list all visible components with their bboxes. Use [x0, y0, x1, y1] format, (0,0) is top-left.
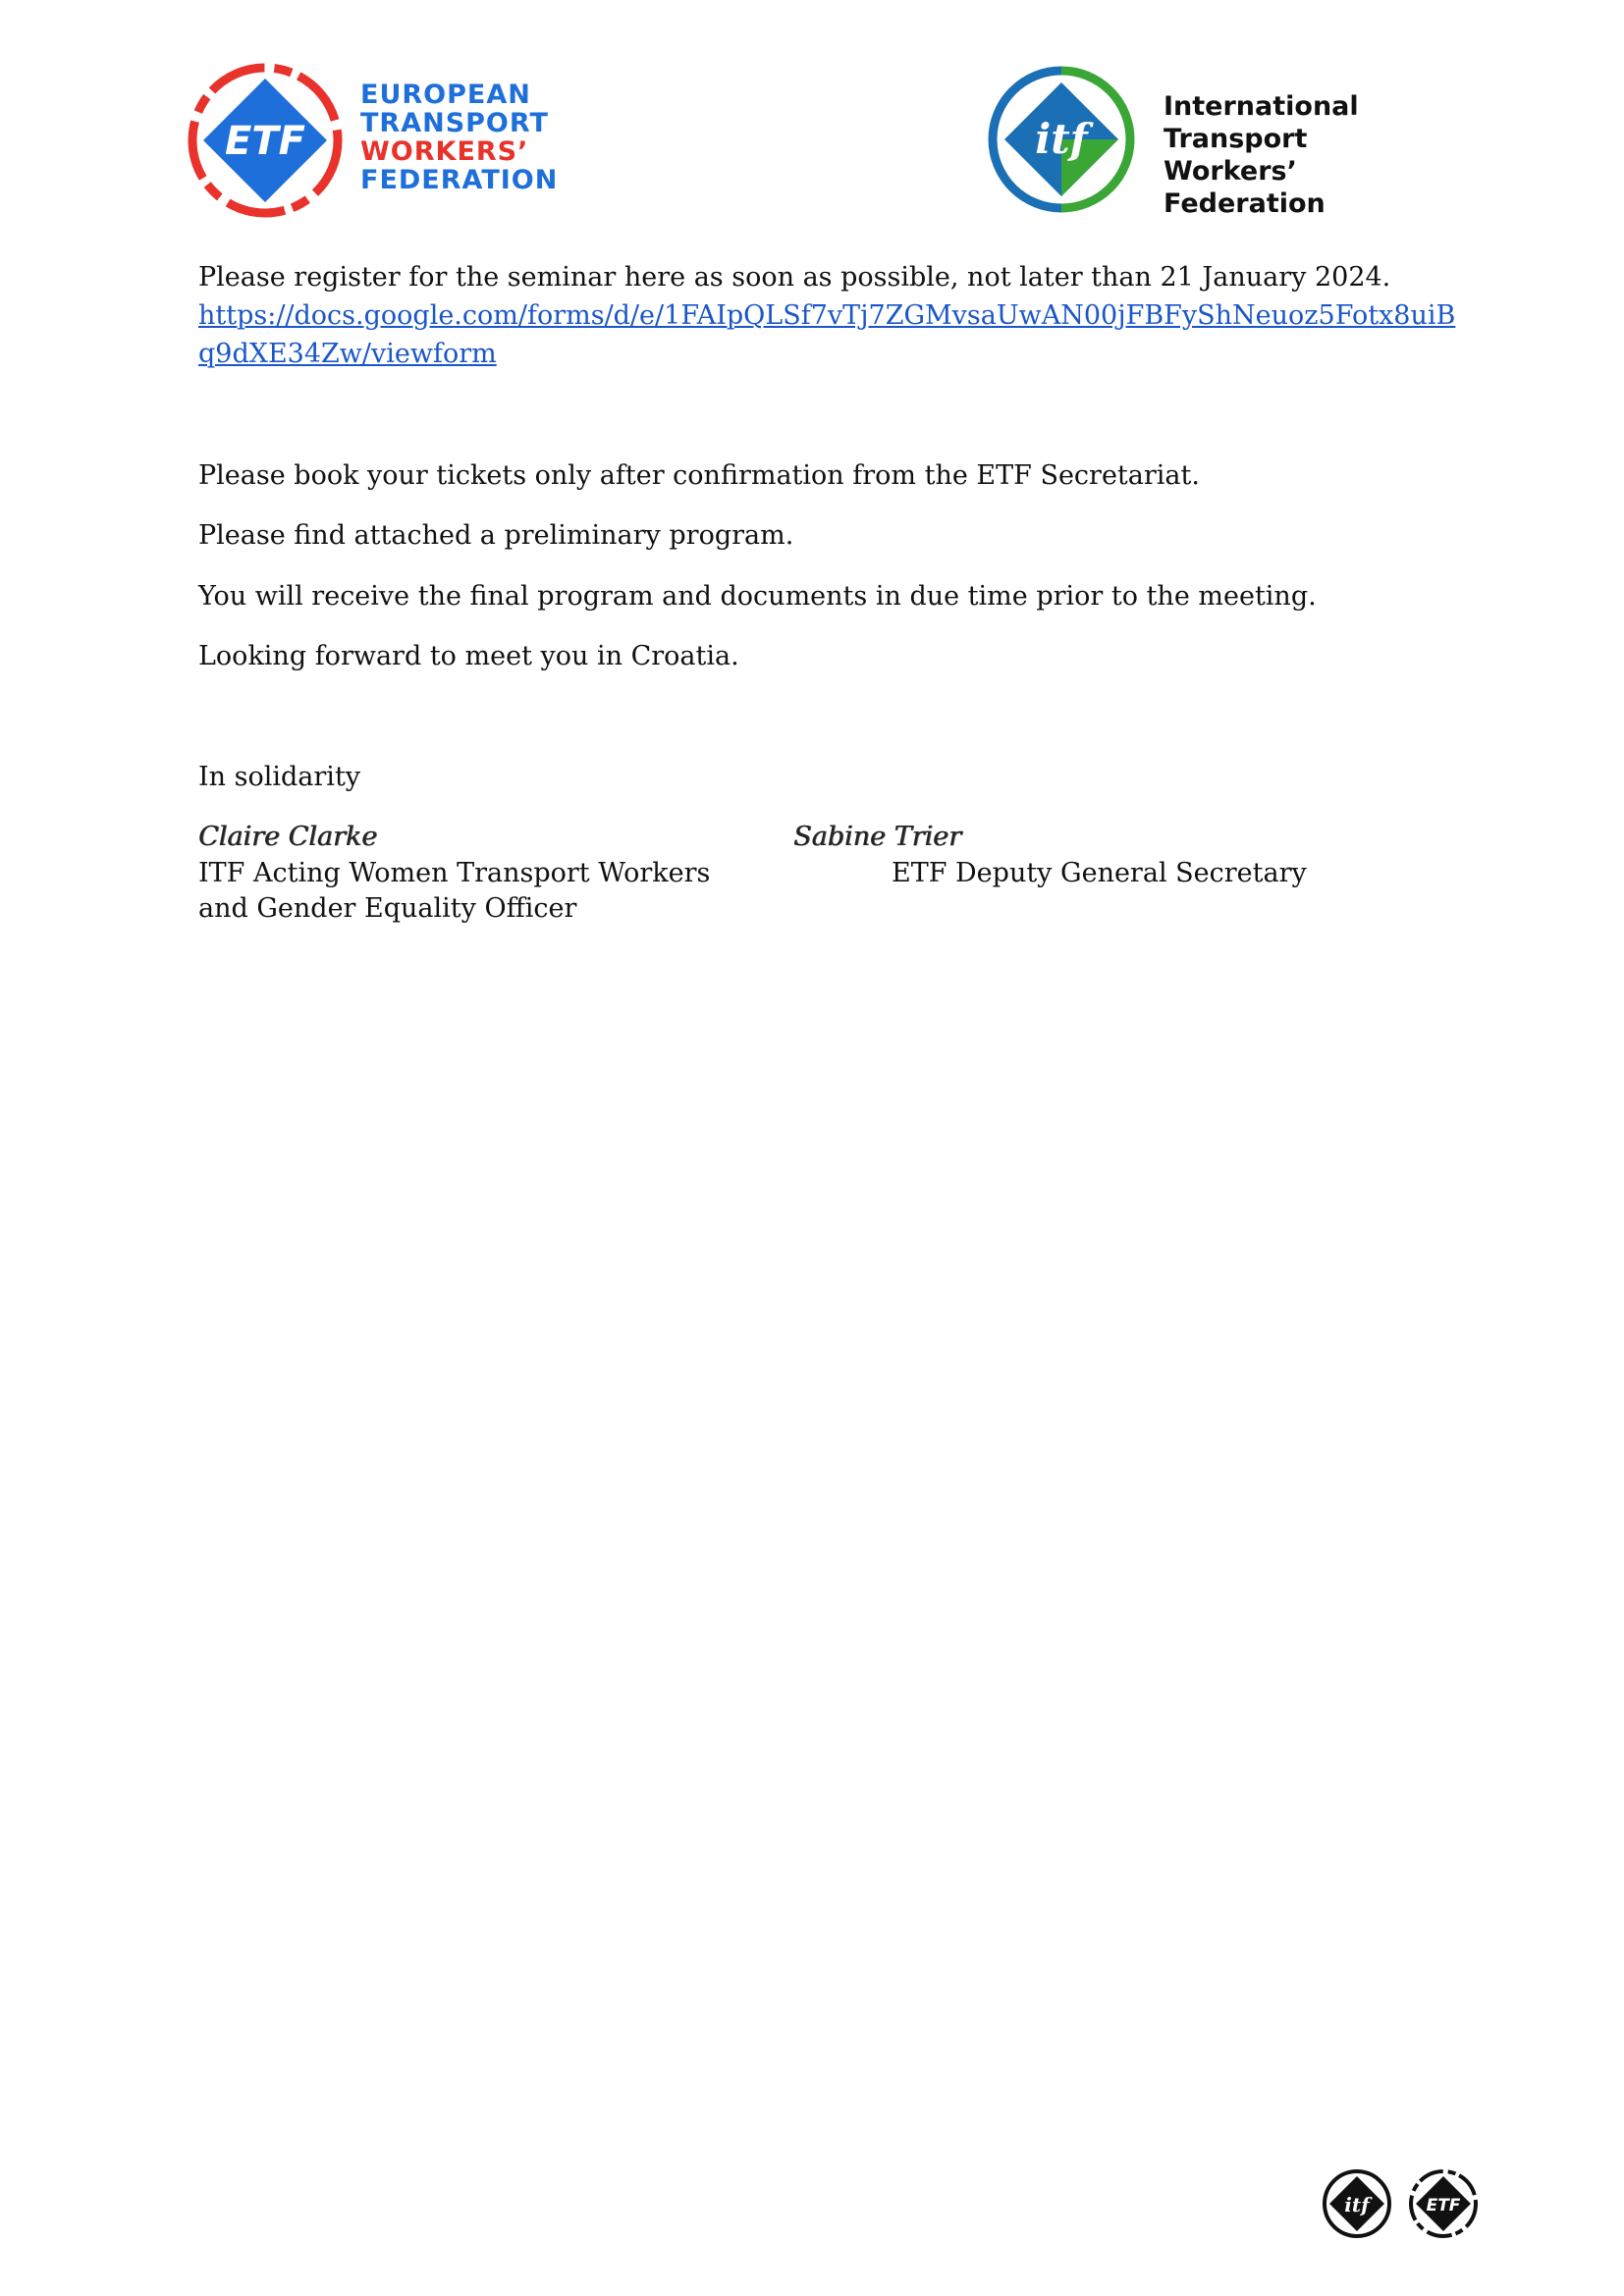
itf-wordmark — [1164, 90, 1448, 220]
signature-sabine-trier: Sabine Trier — [793, 822, 961, 852]
paragraph-attached-program: Please find attached a preliminary program. — [198, 520, 794, 551]
signature-title-line: ETF Deputy General Secretary — [892, 858, 1307, 888]
paragraph-book-tickets: Please book your tickets only after confirmation from the ETF Secretariat. — [198, 460, 1200, 491]
itf-emblem-icon — [987, 65, 1136, 214]
itf-footer-icon — [1321, 2167, 1393, 2240]
signature-title-line: ITF Acting Women Transport Workers — [198, 858, 711, 888]
etf-footer-icon — [1407, 2167, 1480, 2240]
registration-link-line2[interactable]: q9dXE34Zw/viewform — [198, 339, 497, 369]
etf-word: FEDERATION — [360, 165, 559, 195]
etf-word: WORKERS’ — [360, 136, 529, 167]
etf-word: EUROPEAN — [360, 80, 531, 110]
etf-logo — [184, 59, 576, 222]
closing-text: In solidarity — [198, 762, 361, 792]
itf-mark-text: itf — [1035, 115, 1088, 163]
signature-claire-clarke: Claire Clarke — [198, 822, 378, 852]
etf-emblem-icon — [184, 59, 347, 222]
itf-word: Transport Workers’ — [1164, 124, 1308, 187]
registration-link-line1[interactable]: https://docs.google.com/forms/d/e/1FAIpQLSf7vTj7ZGMvsaUwAN00jFBFyShNeuoz5Fotx8uiB — [198, 300, 1456, 331]
itf-logo — [987, 65, 1448, 219]
itf-footer-mark-text: itf — [1344, 2193, 1370, 2216]
itf-word: International — [1164, 91, 1359, 122]
signature-title-line: and Gender Equality Officer — [198, 893, 577, 924]
paragraph-looking-forward: Looking forward to meet you in Croatia. — [198, 641, 739, 671]
etf-word: TRANSPORT — [360, 108, 549, 138]
etf-footer-mark-text: ETF — [1426, 2196, 1461, 2216]
paragraph-final-program: You will receive the final program and documents in due time prior to the meeting. — [198, 581, 1317, 612]
itf-word: Federation — [1164, 188, 1326, 219]
register-text: Please register for the seminar here as soon as possible, not later than 21 January 2024. — [198, 262, 1391, 293]
etf-mark-text: ETF — [225, 119, 305, 164]
etf-wordmark — [360, 80, 558, 194]
